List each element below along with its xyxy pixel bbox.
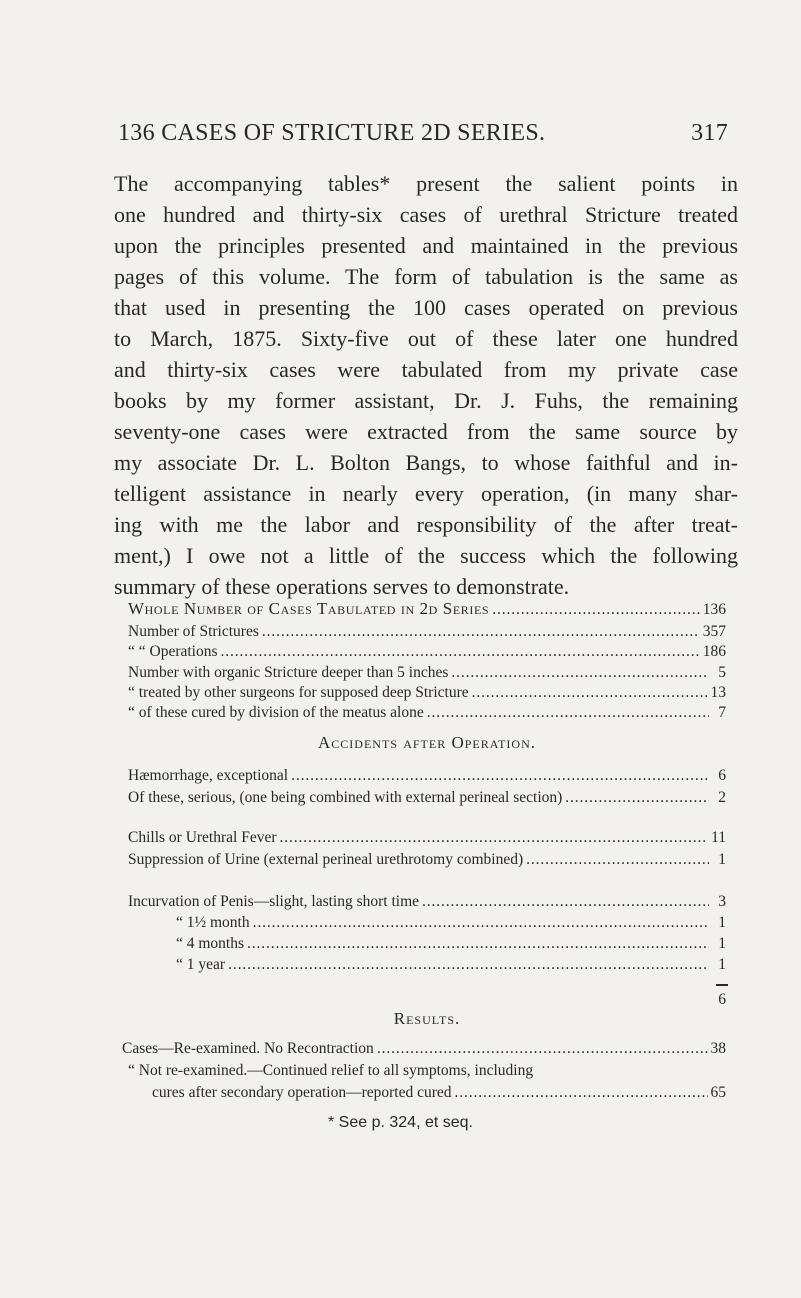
paragraph-line: The accompanying tables* present the salient points in: [114, 171, 738, 196]
table-row-reexamined: [122, 1039, 726, 1059]
row-label: Number with organic Stricture deeper than 5 inches: [128, 664, 449, 681]
row-value: 136: [702, 601, 726, 618]
leader-dots: [526, 850, 709, 870]
table-row-four-months: [176, 934, 726, 954]
paragraph-line: ment,) I owe not a little of the success which the following: [114, 543, 738, 568]
leader-dots: [472, 683, 708, 703]
paragraph-line: seventy-one cases were extracted from the same source by: [114, 419, 738, 444]
leader-dots: [377, 1039, 708, 1059]
row-value: 1: [718, 935, 726, 952]
leader-dots: [451, 663, 709, 683]
row-label: Hæmorrhage, exceptional: [128, 767, 289, 784]
row-value: 1: [718, 851, 726, 868]
row-label: Number of Strictures: [128, 623, 259, 640]
leader-dots: [280, 828, 709, 848]
paragraph-line: upon the principles presented and maintained in the previous: [114, 233, 738, 258]
page-number: 317: [691, 120, 728, 146]
row-value: 3: [718, 893, 726, 910]
sum-rule: [716, 984, 728, 986]
row-label: “ “ Operations: [128, 643, 218, 660]
table-row-incurvation: [128, 892, 726, 912]
table-row-organic-deeper: [128, 663, 726, 683]
row-label: Whole Number of Cases Tabulated in 2d Series: [128, 599, 490, 618]
row-label: Of these, serious, (one being combined with external perineal section): [128, 789, 563, 806]
leader-dots: [455, 1083, 708, 1103]
paragraph-line: and thirty-six cases were tabulated from my private case: [114, 357, 738, 382]
running-head: [118, 120, 728, 150]
leader-dots: [422, 892, 709, 912]
paragraph-line: my associate Dr. L. Bolton Bangs, to whose faithful and in-: [114, 450, 738, 475]
row-label: Suppression of Urine (external perineal urethrotomy combined): [128, 851, 524, 868]
leader-dots: [492, 600, 700, 620]
running-title: 136 CASES OF STRICTURE 2D SERIES.: [118, 120, 546, 146]
row-label: “ treated by other surgeons for supposed deep Stricture: [128, 684, 469, 701]
accidents-heading: Accidents after Operation.: [318, 733, 536, 752]
paragraph-line: books by my former assistant, Dr. J. Fuhs, the remaining: [114, 388, 738, 413]
row-value: 65: [710, 1084, 726, 1101]
row-label: “ of these cured by division of the meatus alone: [128, 704, 424, 721]
row-label: “ 1 year: [176, 956, 226, 973]
row-label: “ Not re-examined.—Continued relief to all symptoms, including: [128, 1062, 534, 1079]
leader-dots: [262, 622, 700, 642]
results-heading: Results.: [393, 1009, 461, 1028]
table-row-one-year: [176, 955, 726, 975]
leader-dots: [221, 642, 700, 662]
table-row-treated-other: [128, 683, 726, 703]
leader-dots: [291, 766, 709, 786]
table-row-incurvation-total: [128, 990, 726, 1010]
table-row-one-half-month: [176, 913, 726, 933]
table-row-suppression: [128, 850, 726, 870]
row-value: 6: [718, 767, 726, 784]
row-value: 2: [718, 789, 726, 806]
paragraph-line: summary of these operations serves to demonstrate.: [114, 574, 570, 599]
intro-paragraph: [114, 168, 738, 602]
row-label: cures after secondary operation—reported cured: [152, 1084, 452, 1101]
row-value: 1: [718, 956, 726, 973]
table-row-serious: [128, 788, 726, 808]
footnote: * See p. 324, et seq.: [328, 1114, 473, 1131]
row-value: 11: [711, 829, 726, 846]
row-value: 186: [702, 643, 726, 660]
paragraph-line: telligent assistance in nearly every operation, (in many shar-: [114, 481, 738, 506]
leader-dots: [427, 703, 709, 723]
table-row-reported-cured: [152, 1083, 726, 1103]
paragraph-line: one hundred and thirty-six cases of urethral Stricture treated: [114, 202, 738, 227]
leader-dots: [228, 955, 709, 975]
leader-dots: [253, 913, 709, 933]
paragraph-line: to March, 1875. Sixty-five out of these later one hundred: [114, 326, 738, 351]
row-value: 5: [718, 664, 726, 681]
table-row-whole-number: [128, 599, 726, 619]
row-label: “ 4 months: [176, 935, 245, 952]
paragraph-line: pages of this volume. The form of tabulation is the same as: [114, 264, 738, 289]
leader-dots: [247, 934, 709, 954]
table-row-haemorrhage: [128, 766, 726, 786]
row-value: 357: [702, 623, 726, 640]
row-value: 7: [718, 704, 726, 721]
row-value: 6: [718, 991, 726, 1008]
table-row-chills: [128, 828, 726, 848]
row-value: 38: [710, 1040, 726, 1057]
row-value: 1: [718, 914, 726, 931]
row-label: “ 1½ month: [176, 914, 250, 931]
paragraph-line: that used in presenting the 100 cases operated on previous: [114, 295, 738, 320]
row-value: 13: [710, 684, 726, 701]
paragraph-line: ing with me the labor and responsibility of the after treat-: [114, 512, 738, 537]
table-row-strictures: [128, 622, 726, 642]
leader-dots: [565, 788, 709, 808]
table-row-not-reexamined: [128, 1061, 726, 1081]
table-row-operations: [128, 642, 726, 662]
row-label: Cases—Re-examined. No Recontraction: [122, 1040, 374, 1057]
table-row-cured-meatus: [128, 703, 726, 723]
row-label: Chills or Urethral Fever: [128, 829, 277, 846]
row-label: Incurvation of Penis—slight, lasting short time: [128, 893, 420, 910]
